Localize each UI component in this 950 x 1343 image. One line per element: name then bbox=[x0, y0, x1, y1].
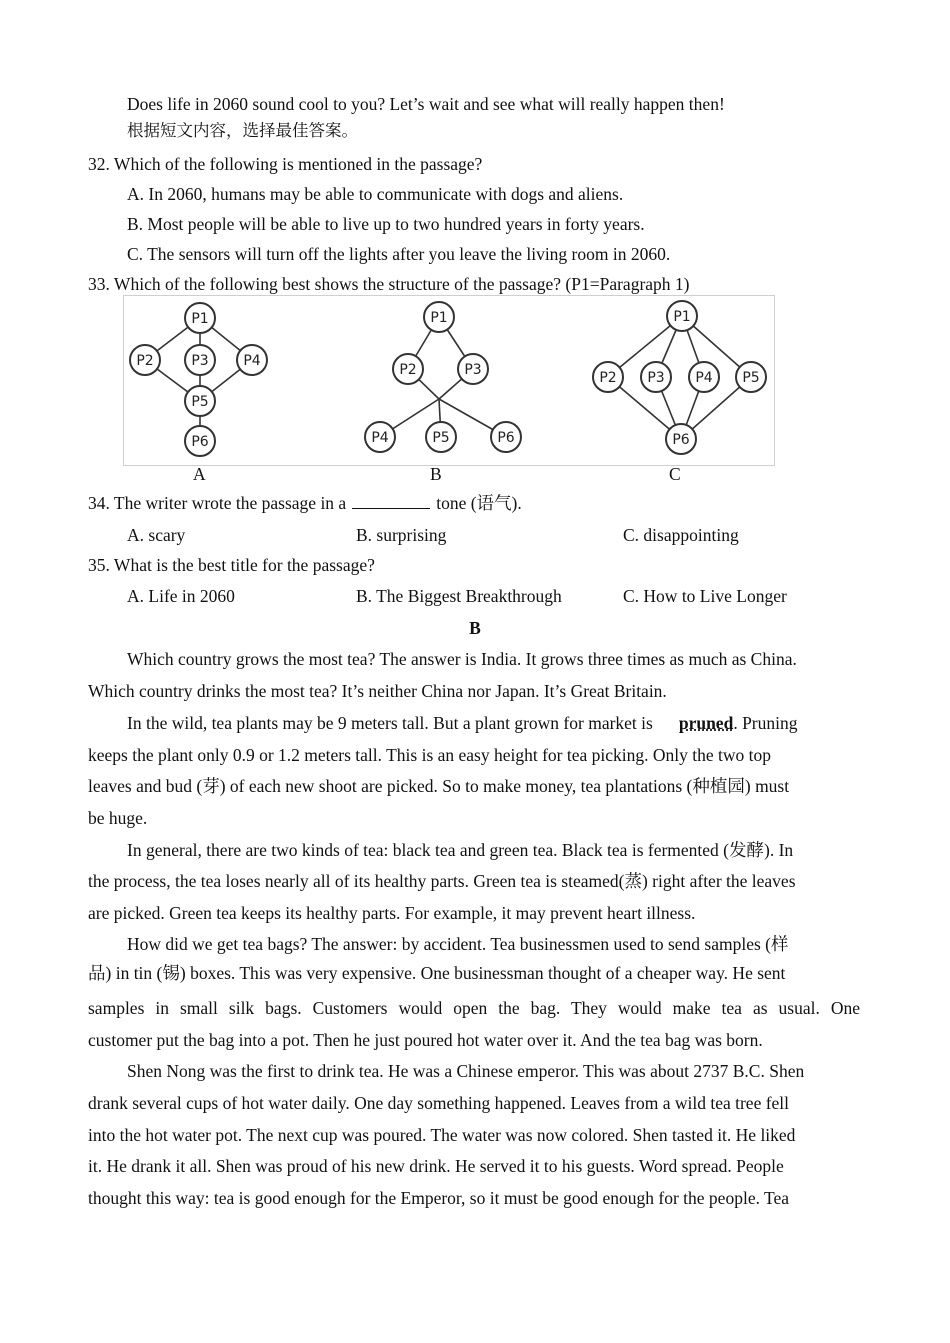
paragraph-4-line: 品) in tin (锡) boxes. This was very expensive. One businessman thought of a cheaper way. He sent bbox=[88, 963, 786, 983]
paragraph-5-line: into the hot water pot. The next cup was poured. The water was now colored. Shen tasted it. He liked bbox=[88, 1125, 796, 1145]
question-34-stem-before: 34. The writer wrote the passage in a bbox=[88, 493, 347, 513]
diagram-a bbox=[130, 303, 267, 456]
svg-text:P6: P6 bbox=[672, 432, 690, 448]
question-34-stem bbox=[88, 492, 522, 514]
diagram-c-node bbox=[641, 362, 671, 392]
svg-text:P4: P4 bbox=[243, 353, 261, 369]
diagram-label-c[interactable]: C bbox=[669, 464, 681, 484]
paragraph-2-line: keeps the plant only 0.9 or 1.2 meters tall. This is an easy height for tea picking. Only the two top bbox=[88, 745, 772, 765]
paragraph-2-line: leaves and bud (芽) of each new shoot are picked. So to make money, tea plantations (种植园) must bbox=[88, 776, 790, 796]
paragraph-3-line: are picked. Green tea keeps its healthy parts. For example, it may prevent heart illness. bbox=[88, 903, 696, 923]
paragraph-2-line bbox=[127, 712, 798, 734]
question-35-option-b[interactable]: B. The Biggest Breakthrough bbox=[356, 586, 562, 606]
paragraph-5-line: thought this way: tea is good enough for the Emperor, so it must be good enough for the people. Tea bbox=[88, 1188, 790, 1208]
structure-diagrams bbox=[123, 295, 775, 466]
diagram-c bbox=[593, 301, 766, 454]
svg-text:P4: P4 bbox=[695, 370, 713, 386]
svg-text:P5: P5 bbox=[432, 430, 450, 446]
paragraph-1-line: Which country grows the most tea? The answer is India. It grows three times as much as China. bbox=[127, 649, 797, 669]
svg-text:P5: P5 bbox=[191, 394, 209, 410]
svg-text:P1: P1 bbox=[673, 309, 691, 325]
svg-text:P1: P1 bbox=[430, 310, 448, 326]
question-34-stem-after: tone (语气). bbox=[436, 493, 522, 513]
paragraph-1-line: Which country drinks the most tea? It’s neither China nor Japan. It’s Great Britain. bbox=[88, 681, 667, 701]
diagram-b-node bbox=[458, 354, 488, 384]
question-32-option-a[interactable]: A. In 2060, humans may be able to communicate with dogs and aliens. bbox=[127, 184, 624, 204]
diagram-c-node bbox=[736, 362, 766, 392]
paragraph-4-line: How did we get tea bags? The answer: by accident. Tea businessmen used to send samples (样 bbox=[127, 934, 789, 954]
question-35-option-c[interactable]: C. How to Live Longer bbox=[623, 586, 787, 606]
diagram-label-a[interactable]: A bbox=[193, 464, 206, 484]
question-35-option-a[interactable]: A. Life in 2060 bbox=[127, 586, 235, 606]
paragraph-2-line: be huge. bbox=[88, 808, 148, 828]
svg-text:P3: P3 bbox=[464, 362, 482, 378]
paragraph-4-line: samples in small silk bags. Customers would open the bag. They would make tea as usual. One bbox=[88, 998, 860, 1018]
svg-text:P5: P5 bbox=[742, 370, 760, 386]
paragraph-5-line: Shen Nong was the first to drink tea. He was a Chinese emperor. This was about 2737 B.C. Shen bbox=[127, 1061, 805, 1081]
answer-blank[interactable] bbox=[352, 494, 430, 509]
question-32-option-c[interactable]: C. The sensors will turn off the lights after you leave the living room in 2060. bbox=[127, 244, 671, 264]
diagram-a-node bbox=[185, 345, 215, 375]
diagram-b bbox=[365, 302, 521, 452]
diagram-a-node bbox=[185, 386, 215, 416]
paragraph-5-line: it. He drank it all. Shen was proud of his new drink. He served it to his guests. Word spread. People bbox=[88, 1156, 784, 1176]
instruction-text: 根据短文内容，选择最佳答案。 bbox=[127, 121, 358, 140]
question-35-stem: 35. What is the best title for the passage? bbox=[88, 555, 375, 575]
svg-text:P4: P4 bbox=[371, 430, 389, 446]
diagram-a-node bbox=[185, 426, 215, 456]
diagram-b-node bbox=[491, 422, 521, 452]
diagram-c-node bbox=[667, 301, 697, 331]
question-32-option-b[interactable]: B. Most people will be able to live up to two hundred years in forty years. bbox=[127, 214, 645, 234]
question-32-stem: 32. Which of the following is mentioned in the passage? bbox=[88, 154, 483, 174]
diagram-label-b[interactable]: B bbox=[430, 464, 442, 484]
svg-text:P2: P2 bbox=[399, 362, 417, 378]
paragraph-4-line: customer put the bag into a pot. Then he just poured hot water over it. And the tea bag was born. bbox=[88, 1030, 763, 1050]
paragraph-5-line: drank several cups of hot water daily. One day something happened. Leaves from a wild tea tree fell bbox=[88, 1093, 790, 1113]
paragraph-3-line: the process, the tea loses nearly all of its healthy parts. Green tea is steamed(蒸) right after the leaves bbox=[88, 871, 796, 891]
diagram-a-node bbox=[237, 345, 267, 375]
passage-closing-line: Does life in 2060 sound cool to you? Let’s wait and see what will really happen then! bbox=[127, 94, 725, 114]
question-34-option-c[interactable]: C. disappointing bbox=[623, 525, 739, 545]
svg-text:P3: P3 bbox=[191, 353, 209, 369]
diagram-b-node bbox=[424, 302, 454, 332]
structure-diagrams-svg bbox=[124, 296, 774, 465]
diagram-c-node bbox=[593, 362, 623, 392]
question-34-option-a[interactable]: A. scary bbox=[127, 525, 186, 545]
paragraph-3-line: In general, there are two kinds of tea: black tea and green tea. Black tea is fermented (发酵). In bbox=[127, 840, 794, 860]
diagram-b-node bbox=[393, 354, 423, 384]
svg-text:P2: P2 bbox=[599, 370, 617, 386]
svg-text:P3: P3 bbox=[647, 370, 665, 386]
section-b-heading: B bbox=[469, 618, 481, 638]
question-33-stem: 33. Which of the following best shows the structure of the passage? (P1=Paragraph 1) bbox=[88, 274, 690, 294]
pruned-keyword: pruned bbox=[678, 713, 734, 733]
svg-text:P1: P1 bbox=[191, 311, 209, 327]
diagram-b-node bbox=[426, 422, 456, 452]
diagram-a-node bbox=[130, 345, 160, 375]
diagram-b-node bbox=[365, 422, 395, 452]
svg-text:P6: P6 bbox=[191, 434, 209, 450]
paragraph-2-text: . Pruning bbox=[733, 713, 798, 733]
question-34-option-b[interactable]: B. surprising bbox=[356, 525, 447, 545]
diagram-a-node bbox=[185, 303, 215, 333]
diagram-c-node bbox=[666, 424, 696, 454]
paragraph-2-text: In the wild, tea plants may be 9 meters tall. But a plant grown for market is bbox=[127, 713, 653, 733]
svg-text:P2: P2 bbox=[136, 353, 154, 369]
svg-text:P6: P6 bbox=[497, 430, 515, 446]
diagram-c-node bbox=[689, 362, 719, 392]
